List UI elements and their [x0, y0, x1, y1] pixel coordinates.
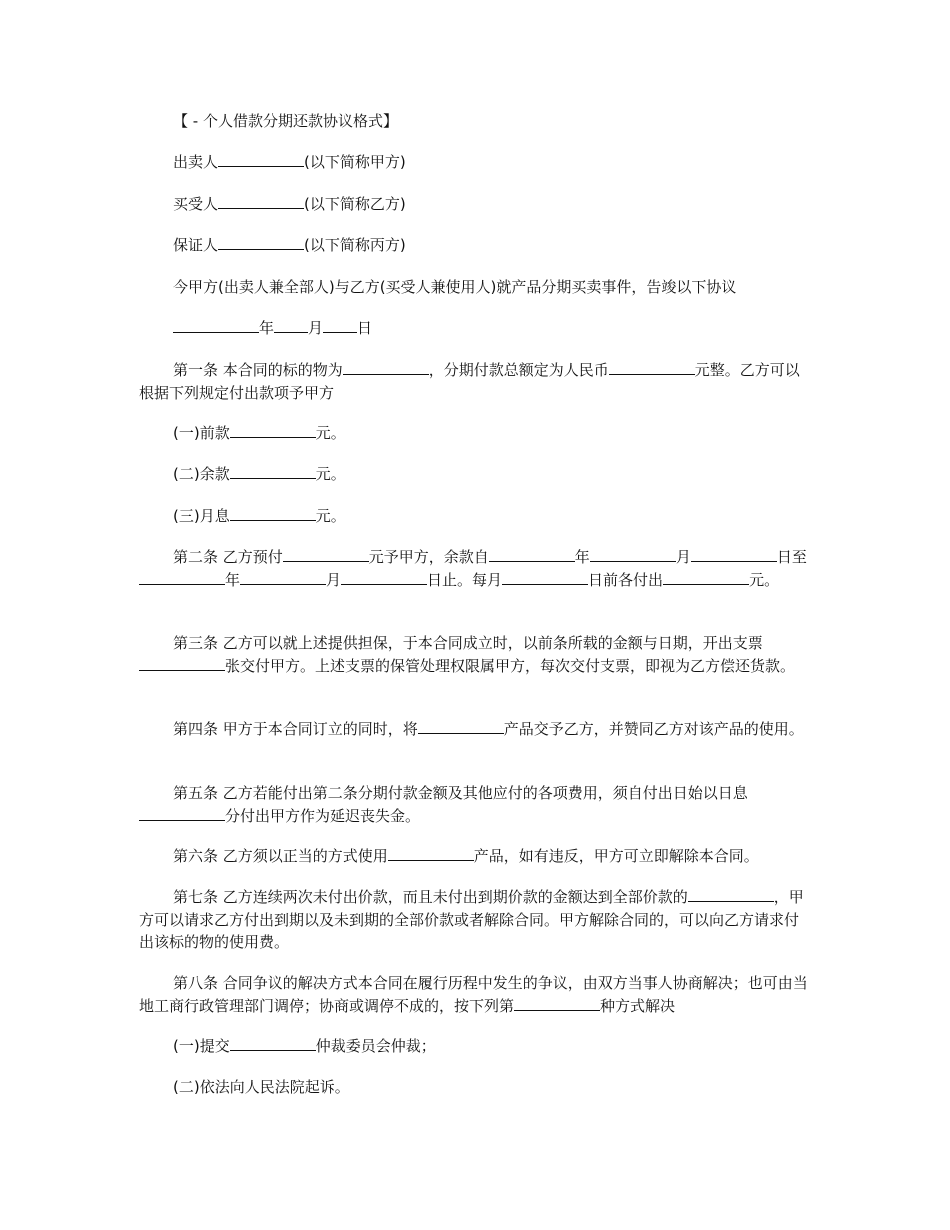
item-2-unit: 元。 — [315, 465, 346, 483]
buyer-blank — [218, 193, 304, 209]
article-7-text-a: 第七条 乙方连续两次未付出价款，而且未付出到期价款的金额达到全部价款的 — [173, 888, 688, 906]
buyer-line — [139, 193, 406, 216]
article-1 — [139, 359, 811, 404]
guarantor-label: 保证人 — [173, 236, 219, 254]
item-3-blank — [230, 505, 316, 521]
item-1 — [139, 422, 346, 445]
article-8-text-a: 第八条 合同争议的解决方式本合同在履行历程中发生的争议，由双方当事人协商解决；也可由当地工商行政管理部门调停；协商或调停不成的，按下列第 — [139, 974, 808, 1015]
article-4-text-b: 产品交予乙方，并赞同乙方对该产品的使用。 — [503, 720, 804, 738]
article-1-text-a: 第一条 本合同的标的物为 — [173, 361, 343, 379]
article-2-blank-end-month — [240, 569, 326, 585]
date-day-label: 日 — [357, 319, 373, 337]
article-2 — [139, 546, 811, 591]
resolution-2 — [139, 1076, 350, 1099]
article-2-blank-end-year — [139, 569, 225, 585]
article-1-text-c: 元整。乙方可以根据下列规定付出款项予甲方 — [139, 361, 800, 402]
article-2-blank-start-year — [489, 546, 575, 562]
article-1-blank-amount — [609, 359, 695, 375]
article-3-text-a: 第三条 乙方可以就上述提供担保，于本合同成立时，以前条所载的金额与日期，开出支票 — [173, 634, 763, 652]
article-3-text-b: 张交付甲方。上述支票的保管处理权限属甲方，每次交付支票，即视为乙方偿还货款。 — [225, 656, 796, 675]
article-8-text-b: 种方式解决 — [600, 996, 676, 1015]
item-1-label: (一)前款 — [173, 424, 230, 442]
item-1-unit: 元。 — [315, 424, 346, 442]
article-3 — [139, 632, 811, 677]
article-8-blank-option — [514, 995, 600, 1011]
article-2-end-month-label: 月 — [326, 570, 342, 589]
article-8 — [139, 972, 811, 1017]
intro-text: 今甲方(出卖人兼全部人)与乙方(买受人兼使用人)就产品分期买卖事件，告竣以下协议 — [173, 278, 737, 296]
item-1-blank — [230, 422, 316, 438]
guarantor-line — [139, 234, 406, 257]
article-2-blank-end-day — [341, 569, 427, 585]
resolution-1 — [139, 1035, 436, 1058]
seller-line — [139, 151, 406, 174]
item-2-label: (二)余款 — [173, 465, 230, 483]
article-6-text-a: 第六条 乙方须以正当的方式使用 — [173, 847, 388, 865]
article-2-blank-pay-amount — [663, 569, 749, 585]
article-1-blank-subject — [343, 359, 429, 375]
seller-suffix: (以下简称甲方) — [304, 153, 406, 171]
resolution-1-blank-committee — [230, 1035, 316, 1051]
date-month-label: 月 — [308, 319, 324, 337]
buyer-label: 买受人 — [173, 195, 219, 213]
article-2-text-c: 日至 — [776, 548, 807, 566]
article-5-text-a: 第五条 乙方若能付出第二条分期付款金额及其他应付的各项费用，须自付出日始以日息 — [173, 784, 748, 802]
document-title — [139, 110, 398, 133]
seller-label: 出卖人 — [173, 153, 219, 171]
article-4-blank-product — [418, 718, 504, 734]
resolution-1-text-b: 仲裁委员会仲裁； — [315, 1037, 436, 1055]
guarantor-blank — [218, 234, 304, 250]
article-2-text-d: 日止。每月 — [427, 570, 503, 589]
item-2 — [139, 463, 346, 486]
article-6 — [139, 845, 811, 868]
article-2-month-label: 月 — [675, 548, 691, 566]
article-2-text-b: 元予甲方，余款自 — [368, 548, 489, 566]
article-2-year-label: 年 — [574, 548, 590, 566]
article-2-blank-prepay — [283, 546, 369, 562]
title-text: 【 - 个人借款分期还款协议格式】 — [173, 112, 398, 130]
intro-paragraph — [139, 276, 811, 299]
article-2-blank-pay-day — [502, 569, 588, 585]
article-2-end-year-label: 年 — [225, 570, 241, 589]
item-2-blank — [230, 463, 316, 479]
buyer-suffix: (以下简称乙方) — [304, 195, 406, 213]
article-5 — [139, 782, 811, 827]
article-6-text-b: 产品，如有违反，甲方可立即解除本合同。 — [473, 847, 759, 865]
article-2-text-e: 日前各付出 — [588, 570, 664, 589]
date-line — [139, 317, 372, 340]
resolution-2-text: (二)依法向人民法院起诉。 — [173, 1078, 350, 1096]
article-2-blank-start-month — [590, 546, 676, 562]
date-month-blank — [274, 317, 308, 333]
seller-blank — [218, 151, 304, 167]
article-3-blank-checks — [139, 655, 225, 671]
article-6-blank-product — [388, 845, 474, 861]
date-year-blank — [173, 317, 259, 333]
article-4 — [139, 718, 811, 741]
item-3 — [139, 505, 346, 528]
article-7 — [139, 886, 811, 954]
date-year-label: 年 — [259, 319, 275, 337]
article-4-text-a: 第四条 甲方于本合同订立的同时，将 — [173, 720, 418, 738]
article-2-text-f: 元。 — [749, 570, 780, 589]
article-7-text-b: ，甲方可以请求乙方付出到期以及未到期的全部价款或者解除合同。甲方解除合同的，可以向乙方请求付出该标的物的使用费。 — [139, 888, 804, 951]
guarantor-suffix: (以下简称丙方) — [304, 236, 406, 254]
article-7-blank-ratio — [688, 886, 774, 902]
date-day-blank — [323, 317, 357, 333]
item-3-label: (三)月息 — [173, 507, 230, 525]
article-1-text-b: ，分期付款总额定为人民币 — [428, 361, 609, 379]
article-2-blank-start-day — [691, 546, 777, 562]
article-5-blank-rate — [139, 805, 225, 821]
article-2-text-a: 第二条 乙方预付 — [173, 548, 283, 566]
resolution-1-text-a: (一)提交 — [173, 1037, 230, 1055]
article-5-text-b: 分付出甲方作为延迟丧失金。 — [225, 806, 421, 825]
item-3-unit: 元。 — [315, 507, 346, 525]
